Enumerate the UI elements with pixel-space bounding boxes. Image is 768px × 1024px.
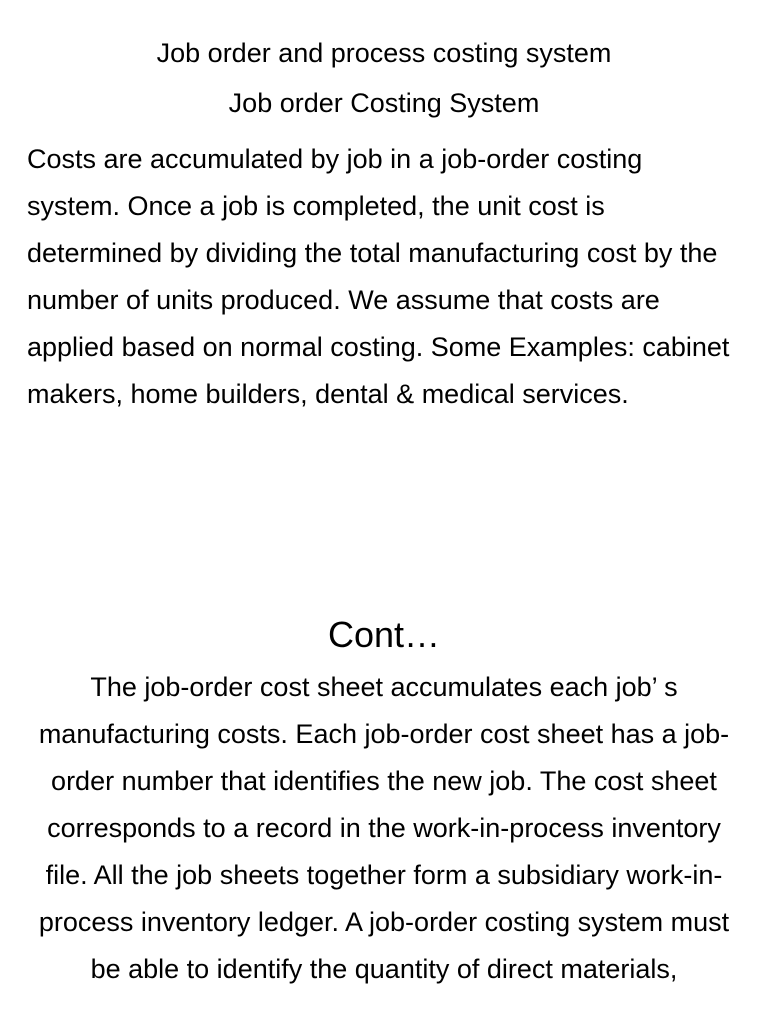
- slide-body-text: Costs are accumulated by job in a job-order costing system. Once a job is completed, the unit cost is determined by dividing the total manufacturing cost by the number of units produced. We assume that costs are applied based on normal costing. Some Examples: cabinet makers, home builders, dental & medical services.: [27, 144, 730, 409]
- slide-cont: [0, 612, 768, 993]
- slide-title-line-2: Job order Costing System: [228, 88, 540, 118]
- slide-body-text: The job-order cost sheet accumulates each job’ s manufacturing costs. Each job-order cost sheet has a job-order number that identifies the new job. The cost sheet corresponds to a record in the work-in-process inventory file. All the job sheets together form a subsidiary work-in-process inventory ledger. A job-order costing system must be able to identify the quantity of direct materials,: [38, 672, 730, 984]
- slide-title-line-1: Job order and process costing system: [156, 38, 612, 68]
- slide-heading: Cont…: [327, 614, 441, 655]
- slide-job-order-costing: [0, 28, 768, 418]
